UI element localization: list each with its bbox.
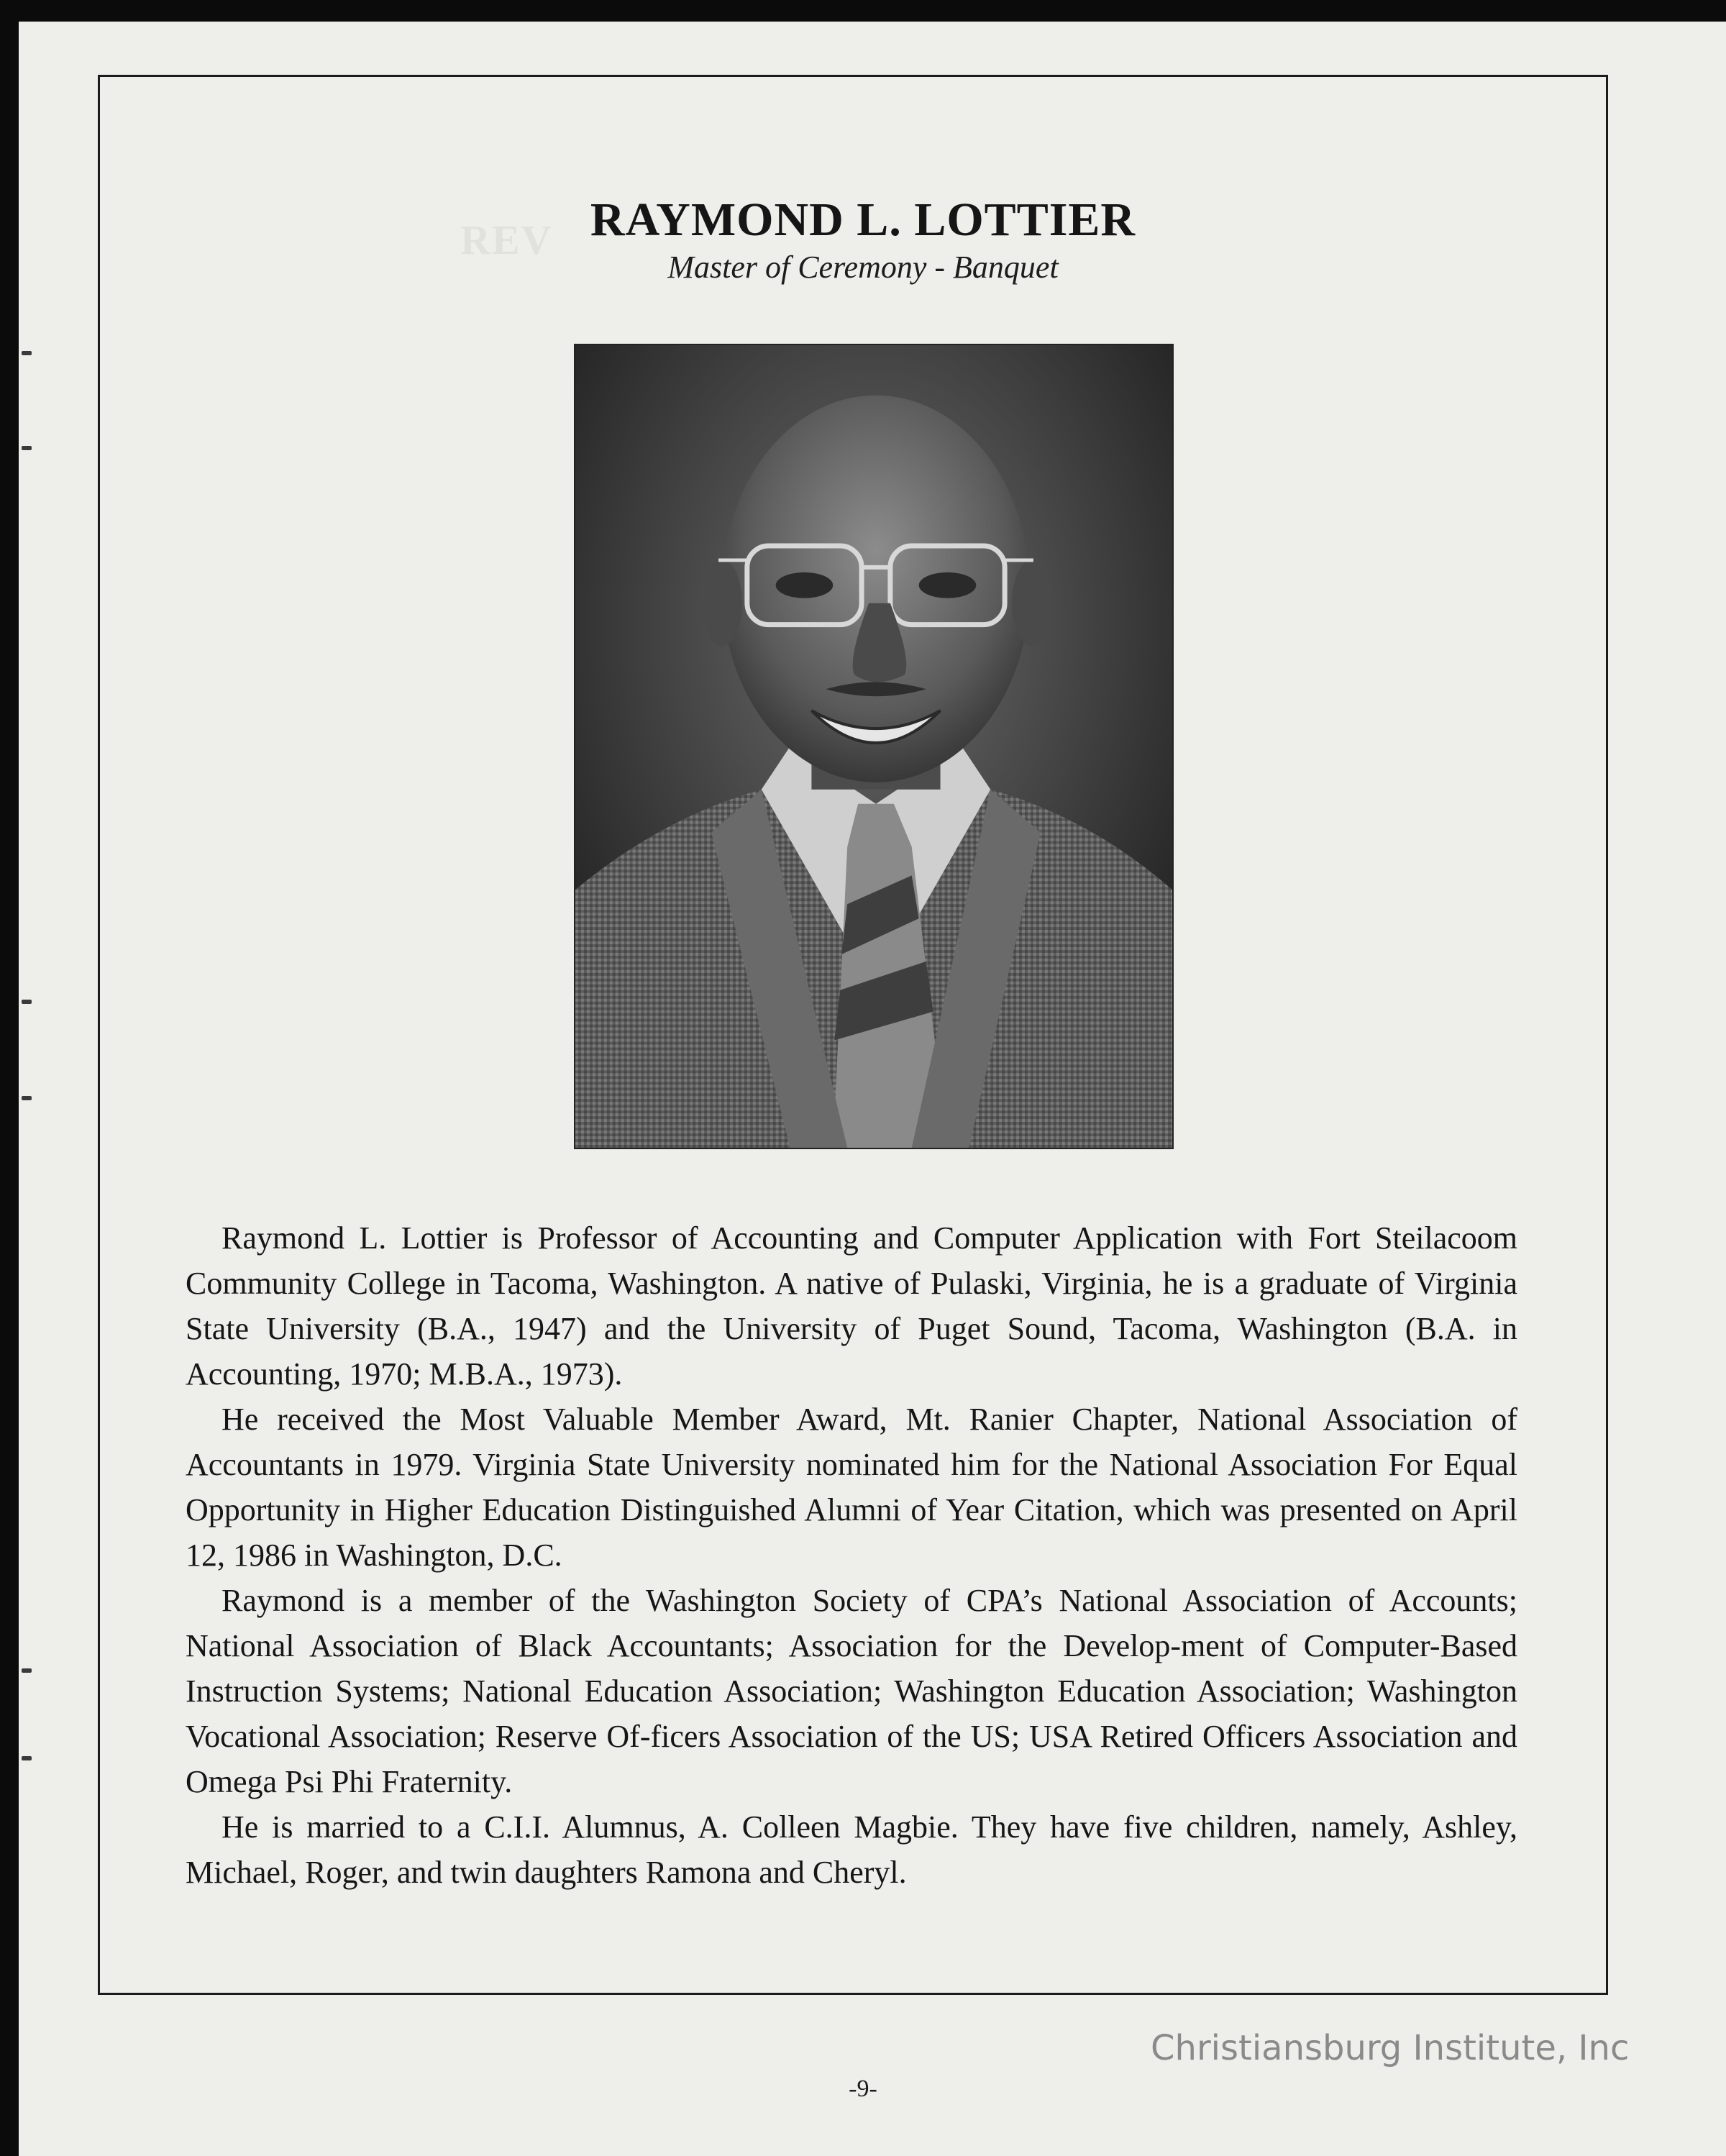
portrait-illustration bbox=[575, 345, 1172, 1148]
binding-mark bbox=[22, 1756, 32, 1760]
bio-paragraph: Raymond L. Lottier is Professor of Accounting and Computer Application with Fort Steilacoom Community College in Tacoma, Washington. A native of Pulaski, Virginia, he is a graduate of Virginia State University (B.A., 1947) and the University of Puget Sound, Tacoma, Washington (B.A. in Accounting, 1970; M.B.A., 1973). bbox=[186, 1220, 1517, 1392]
binding-mark bbox=[22, 446, 32, 450]
watermark: Christiansburg Institute, Inc bbox=[1151, 2028, 1630, 2068]
binding-mark bbox=[22, 1096, 32, 1100]
binding-mark bbox=[22, 1000, 32, 1004]
portrait-photo bbox=[574, 344, 1174, 1149]
bio-paragraph: Raymond is a member of the Washington Society of CPA’s National Association of Accounts; National Association of Black Accountants; Association for the Develop-ment of Computer-Based Instruction Systems; National Education Association; Washington Education Association; Washington Vocational Association; Reserve Of-ficers Association of the US; USA Retired Officers Association and Omega Psi Phi Fraternity. bbox=[186, 1583, 1517, 1799]
page-number: -9- bbox=[849, 2075, 877, 2102]
bio-paragraph: He is married to a C.I.I. Alumnus, A. Colleen Magbie. They have five children, namely, Ashley, Michael, Roger, and twin daughters Ramona and Cheryl. bbox=[186, 1809, 1517, 1890]
binding-mark bbox=[22, 351, 32, 355]
bleed-through-text: REV bbox=[460, 216, 553, 263]
bio-paragraph: He received the Most Valuable Member Award, Mt. Ranier Chapter, National Association of Accountants in 1979. Virginia State University nominated him for the National Association For Equal Opportunity in Higher Education Distinguished Alumni of Year Citation, which was presented on April 12, 1986 in Washington, D.C. bbox=[186, 1402, 1517, 1573]
binding-mark bbox=[22, 1668, 32, 1673]
biography-text bbox=[186, 1215, 1517, 1895]
page-subtitle: Master of Ceremony - Banquet bbox=[667, 250, 1059, 285]
page-title: RAYMOND L. LOTTIER bbox=[590, 193, 1136, 246]
